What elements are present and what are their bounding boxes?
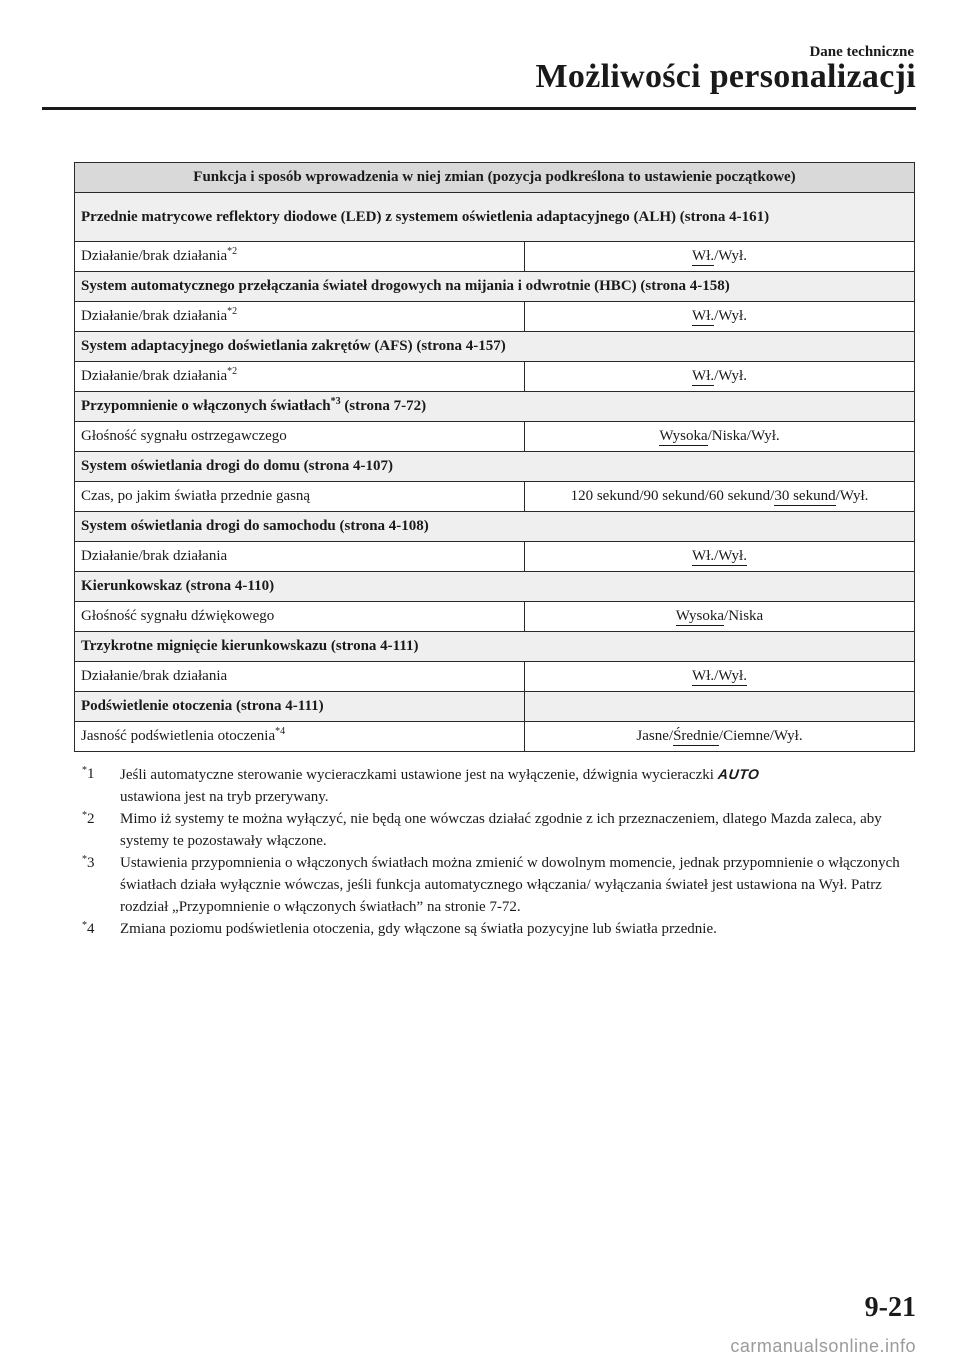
footnote: *3 Ustawienia przypomnienia o włączonych światłach można zmienić w dowolnym momencie, jednak przypomnienie o włączonych światłach działa wyłącznie wówczas, jeśli funkcja automatycznego włączania/ wyłączania świateł jest ustawiona na Wył. Patrz rozdział „Przypomnienie o włączonych światłach” na stronie 7-72. xyxy=(82,854,900,915)
table-header: Funkcja i sposób wprowadzenia w niej zmian (pozycja podkreślona to ustawienie początkowe) xyxy=(75,163,915,193)
setting-value: Wysoka/Niska xyxy=(525,602,915,632)
table-row xyxy=(75,302,915,332)
footnote-marker: *4 xyxy=(82,920,95,937)
footnote-ref: *2 xyxy=(227,306,238,317)
auto-wiper-icon: AUTO xyxy=(716,766,760,782)
setting-label: Działanie/brak działania$^{*2}$ xyxy=(75,302,525,332)
setting-value: Wł./Wył. xyxy=(525,242,915,272)
section-row xyxy=(75,692,915,722)
customization-table xyxy=(74,162,915,752)
setting-label: Działanie/brak działania xyxy=(75,662,525,692)
setting-value xyxy=(525,662,915,692)
section-row xyxy=(75,452,915,482)
default-option: Wysoka xyxy=(659,428,708,444)
section-title: Podświetlenie otoczenia (strona 4-111) xyxy=(75,692,525,722)
footnotes xyxy=(74,763,920,940)
table-row xyxy=(75,482,915,512)
section-row xyxy=(75,512,915,542)
section-title: Kierunkowskaz (strona 4-110) xyxy=(75,572,915,602)
table-row xyxy=(75,662,915,692)
default-option: Wł. xyxy=(692,368,715,384)
setting-value xyxy=(525,542,915,572)
section-title: Przypomnienie o włączonych światłach$^{*3}$ (strona 7-72) xyxy=(75,392,915,422)
section-row xyxy=(75,272,915,302)
section-row xyxy=(75,572,915,602)
page-title: Możliwości personalizacji xyxy=(535,58,916,95)
section-title: System automatycznego przełączania świateł drogowych na mijania i odwrotnie (HBC) (strona 4-158) xyxy=(75,272,915,302)
table-row xyxy=(75,722,915,752)
footnote-marker: *1 xyxy=(82,765,95,782)
table-row xyxy=(75,242,915,272)
footnote-ref: *4 xyxy=(275,726,286,737)
setting-label: Czas, po jakim światła przednie gasną xyxy=(75,482,525,512)
footnote-marker: *3 xyxy=(82,854,95,871)
setting-label: Działanie/brak działania xyxy=(75,542,525,572)
section-row xyxy=(75,392,915,422)
setting-value: Wł./Wył. xyxy=(525,362,915,392)
default-option: Wł. xyxy=(692,248,715,264)
table-row xyxy=(75,422,915,452)
default-option: Wysoka xyxy=(675,608,725,624)
header-rule xyxy=(42,107,916,110)
footnote: *1 Jeśli automatyczne sterowanie wycieraczkami ustawione jest na wyłączenie, dźwignia wycieraczki AUTO ustawiona jest na tryb przerywany. xyxy=(82,765,760,805)
setting-label: Jasność podświetlenia otoczenia$^{*4}$ xyxy=(75,722,525,752)
section-title: Trzykrotne mignięcie kierunkowskazu (strona 4-111) xyxy=(75,632,915,662)
section-title: System oświetlania drogi do domu (strona 4-107) xyxy=(75,452,915,482)
setting-label: Działanie/brak działania$^{*2}$ xyxy=(75,242,525,272)
default-option: Wł./Wył. xyxy=(692,548,747,564)
footnote: *4 Zmiana poziomu podświetlenia otoczenia, gdy włączone są światła pozycyjne lub światła przednie. xyxy=(74,918,920,940)
section-title: System adaptacyjnego doświetlania zakrętów (AFS) (strona 4-157) xyxy=(75,332,915,362)
section-row xyxy=(75,332,915,362)
default-option: Średnie xyxy=(673,728,719,744)
setting-value: Jasne/Średnie/Ciemne/Wył. xyxy=(525,722,915,752)
table-row xyxy=(75,362,915,392)
default-option: Wł./Wył. xyxy=(692,668,747,684)
section-empty-cell xyxy=(525,692,915,722)
setting-value: Wysoka/Niska/Wył. xyxy=(525,422,915,452)
setting-label: Głośność sygnału dźwiękowego xyxy=(75,602,525,632)
section-label: Dane techniczne xyxy=(809,44,914,60)
footnote-ref: *2 xyxy=(227,246,238,257)
footnote-marker: *2 xyxy=(82,810,95,827)
footnote-ref: *3 xyxy=(330,396,341,407)
setting-label: Głośność sygnału ostrzegawczego xyxy=(75,422,525,452)
section-row xyxy=(75,193,915,242)
setting-value: 120 sekund/90 sekund/60 sekund/30 sekund/Wył. xyxy=(525,482,915,512)
section-title: Przednie matrycowe reflektory diodowe (LED) z systemem oświetlenia adaptacyjnego (ALH) (strona 4-161) xyxy=(75,193,915,242)
table-header-row xyxy=(75,163,915,193)
page-number: 9-21 xyxy=(864,1292,916,1323)
footnote-ref: *2 xyxy=(227,366,238,377)
table-row xyxy=(75,542,915,572)
section-title: System oświetlania drogi do samochodu (strona 4-108) xyxy=(75,512,915,542)
setting-label: Działanie/brak działania$^{*2}$ xyxy=(75,362,525,392)
table-row xyxy=(75,602,915,632)
footnote: *2 Mimo iż systemy te można wyłączyć, nie będą one wówczas działać zgodnie z ich przeznaczeniem, dlatego Mazda zaleca, aby systemy te pozostawały włączone. xyxy=(82,810,882,849)
watermark: carmanualsonline.info xyxy=(730,1336,916,1356)
default-option: 30 sekund xyxy=(774,488,836,504)
setting-value: Wł./Wył. xyxy=(525,302,915,332)
default-option: Wł. xyxy=(692,308,715,324)
section-row xyxy=(75,632,915,662)
